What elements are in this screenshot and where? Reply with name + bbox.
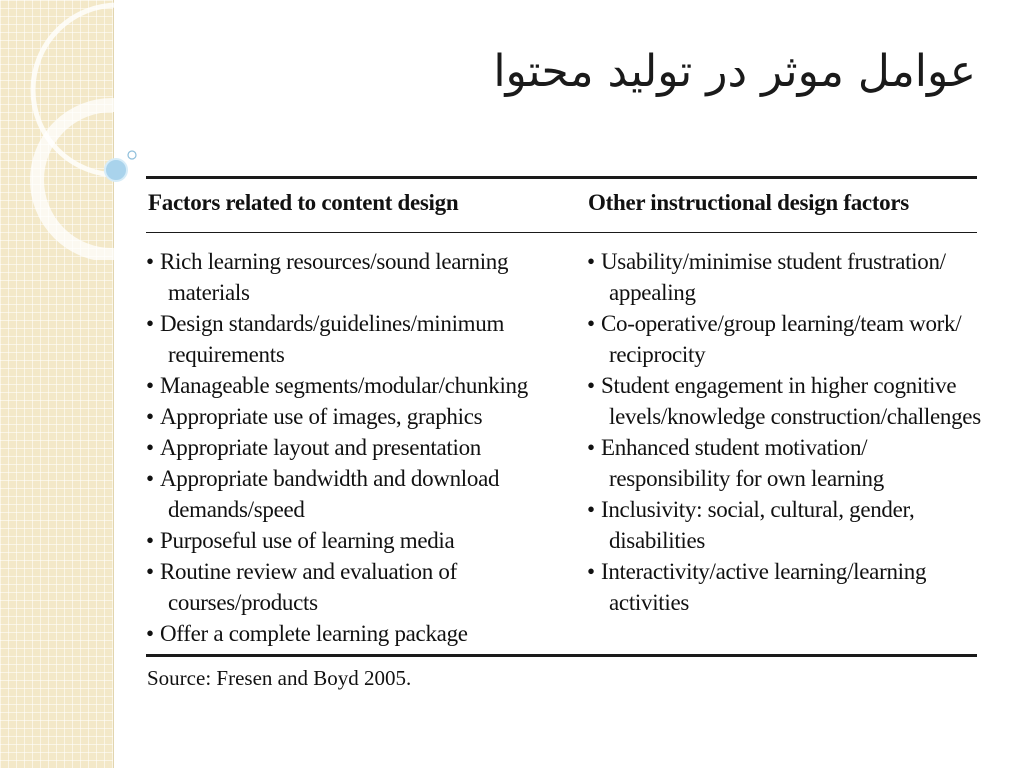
table-header-rule [146,232,977,233]
list-item: • Offer a complete learning package [146,621,468,646]
list-item: • Enhanced student motivation/ responsibility for own learning [587,435,884,491]
table-top-rule [146,176,977,179]
list-item: • Co-operative/group learning/team work/ reciprocity [587,311,962,367]
list-item: • Routine review and evaluation of courses/products [146,559,457,615]
list-item: • Inclusivity: social, cultural, gender, disabilities [587,497,915,553]
instructional-design-list [587,246,982,618]
list-item: • Appropriate layout and presentation [146,435,481,460]
source-note: Source: Fresen and Boyd 2005. [147,666,412,690]
list-item: • Appropriate bandwidth and download demands/speed [146,466,500,522]
table-bottom-rule [146,654,977,657]
factors-table [146,176,981,666]
slide-title: عوامل موثر در تولید محتوا [493,46,976,97]
list-item: • Usability/minimise student frustration/ appealing [587,249,946,305]
left-column-header: Factors related to content design [148,190,459,215]
decorative-circles-icon [0,0,160,260]
list-item: • Manageable segments/modular/chunking [146,373,528,398]
content-design-list [146,246,576,649]
list-item: • Purposeful use of learning media [146,528,455,553]
right-column-header: Other instructional design factors [588,190,909,215]
list-item: • Interactivity/active learning/learning activities [587,559,927,615]
list-item: • Design standards/guidelines/minimum requirements [146,311,505,367]
list-item: • Rich learning resources/sound learning materials [146,249,509,305]
list-item: • Student engagement in higher cognitive levels/knowledge construction/challenges [587,373,981,429]
list-item: • Appropriate use of images, graphics [146,404,483,429]
